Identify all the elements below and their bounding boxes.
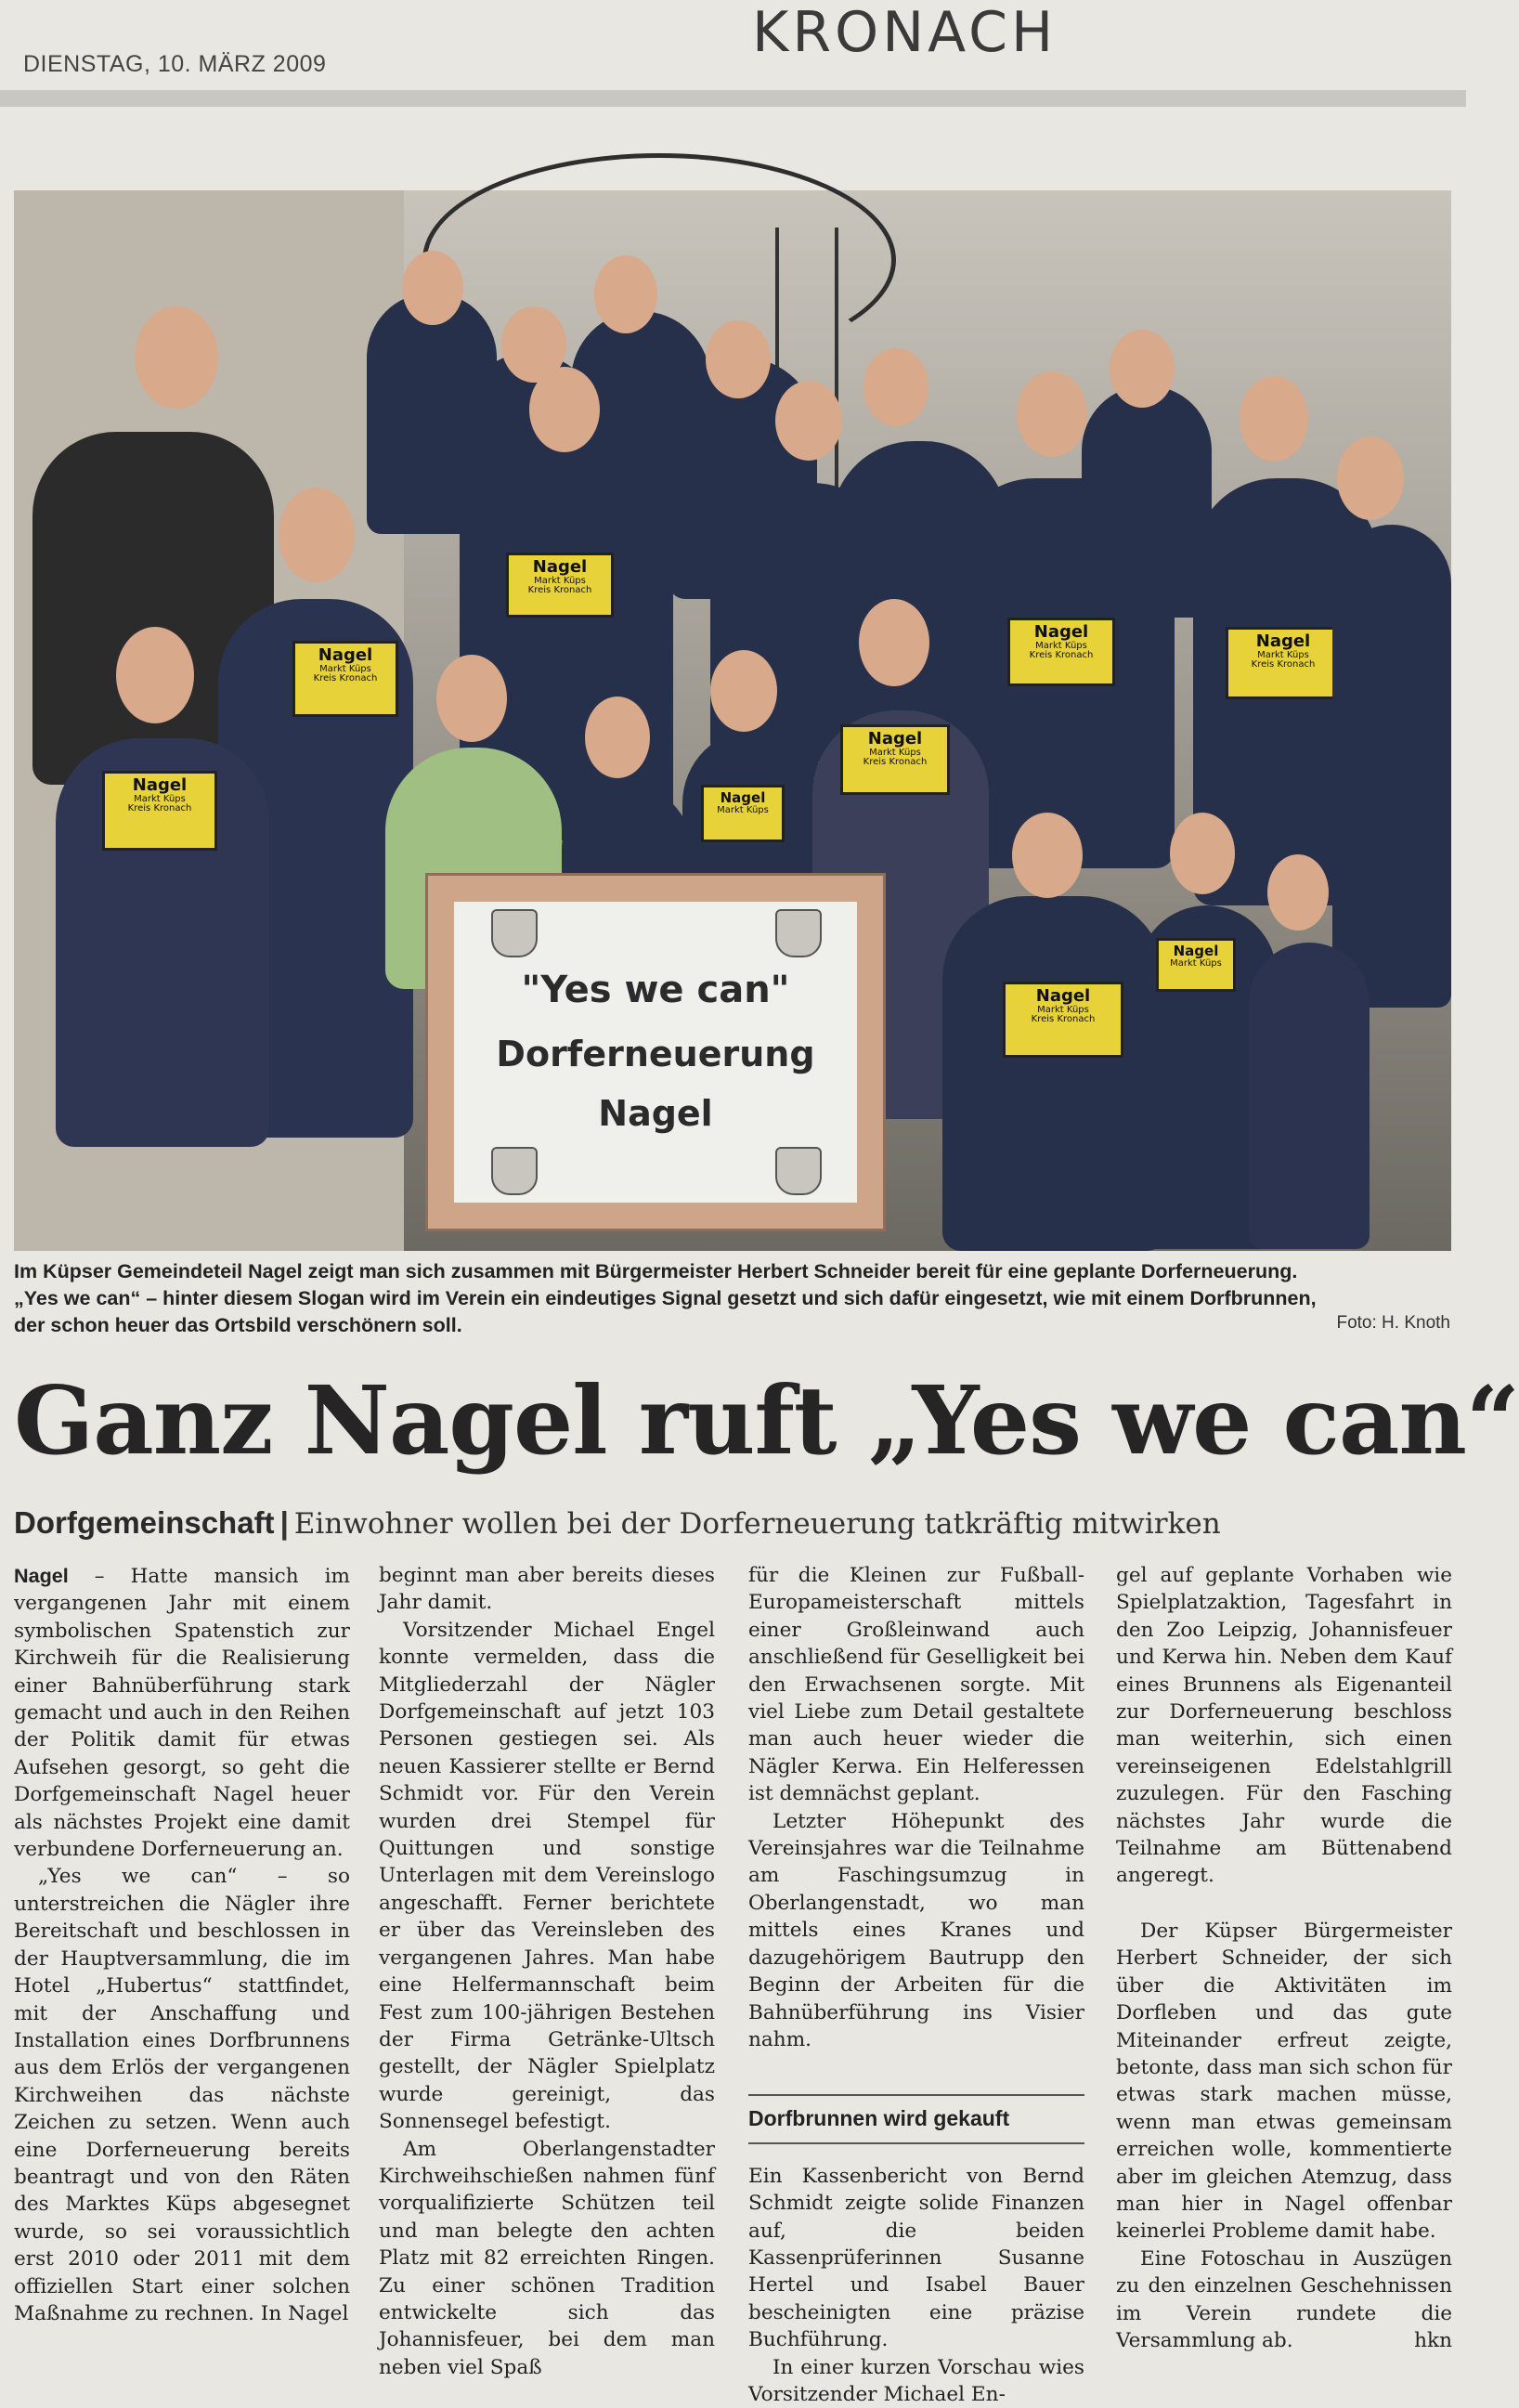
- shirt-logo: Nagel Markt Küps Kreis Kronach: [840, 724, 950, 795]
- article-subhead: [14, 1504, 1453, 1541]
- crest-icon: [491, 1147, 538, 1195]
- dateline: Nagel: [14, 1564, 69, 1587]
- shirt-logo: Nagel Markt Küps Kreis Kronach: [1003, 982, 1123, 1058]
- article-paragraph: [14, 1562, 350, 1863]
- photo-person: [942, 896, 1165, 1251]
- article-paragraph: Ein Kassenbericht von Bernd Schmidt zeigte solide Finanzen auf, die beiden Kassenprüferinnen Susanne Hertel und Isabel Bauer bescheinigten eine präzise Buchführung.: [748, 2164, 1084, 2352]
- photo-face: [863, 348, 928, 426]
- masthead: [0, 0, 1466, 93]
- sign-slogan: "Yes we can": [521, 969, 790, 1011]
- article-paragraph: „Yes we can“ – so unterstreichen die Nägler ihre Bereitschaft und beschlossen in der Hauptversammlung, die im Hotel „Hubertus“ stattfindet, mit der Anschaffung und Installation eines Dorfbrunnens aus dem Erlös der vergangenen Kirchweihen das nächste Zeichen zu setzen. Wenn auch eine Dorferneuerung bereits beantragt und von den Räten des Marktes Küps abgesegnet wurde, so sei voraussichtlich erst 2010 oder 2011 mit dem offiziellen Start einer solchen Maßnahme zu rechnen. In Nagel: [14, 1865, 350, 2325]
- photo-face: [402, 251, 463, 325]
- group-photo: [14, 190, 1451, 1251]
- article-paragraph: In einer kurzen Vorschau wies Vorsitzender Michael En-: [748, 2355, 1084, 2406]
- author-signature: hkn: [1414, 2329, 1452, 2353]
- photo-face: [1012, 813, 1083, 898]
- photo-face: [1240, 376, 1308, 462]
- shirt-logo: Nagel Markt Küps: [1156, 938, 1236, 992]
- masthead-rule: [0, 90, 1466, 107]
- photo-person: [1249, 943, 1370, 1249]
- sign-project: Dorferneuerung: [496, 1034, 815, 1074]
- article-deck: Einwohner wollen bei der Dorferneuerung tatkräftig mitwirken: [293, 1507, 1221, 1541]
- article-kicker: Dorfgemeinschaft: [14, 1505, 275, 1540]
- photo-person: [1332, 525, 1451, 1008]
- caption-line: Im Küpser Gemeindeteil Nagel zeigt man sich zusammen mit Bürgermeister Herbert Schneider bereit für eine geplante Dorferneuerung.: [14, 1260, 1298, 1282]
- photo-caption: [14, 1258, 1451, 1339]
- photo-face: [706, 320, 771, 398]
- photo-face: [135, 306, 218, 409]
- photo-face: [594, 255, 657, 333]
- paragraph-text: – Hatte mansich im vergangenen Jahr mit einem symbolischen Spatenstich zur Kirchweih für die Realisierung einer Bahnüberführung stark gemacht und auch in den Reihen der Politik damit für etwas Aufsehen gesorgt, so geht die Dorfgemeinschaft Nagel heuer als nächstes Projekt eine damit verbundene Dorferneuerung an.: [14, 1565, 350, 1862]
- photo-face: [1017, 371, 1087, 457]
- photo-face: [1337, 436, 1404, 520]
- crest-icon: [775, 1147, 822, 1195]
- article-column-4: [1116, 1562, 1452, 2361]
- article-paragraph: gel auf geplante Vorhaben wie Spielplatzaktion, Tagesfahrt in den Zoo Leipzig, Johannisfeuer und Kerwa hin. Neben dem Kauf eines Brunnens als Eigenanteil zur Dorferneuerung beschloss man weiterhin, sich einen vereinseigenen Edelstahlgrill zuzulegen. Für den Fasching nächstes Jahr wurde die Teilnahme am Büttenabend angeregt.: [1116, 1564, 1452, 1888]
- photo-face: [1110, 330, 1175, 408]
- photo-face: [775, 381, 842, 461]
- article-paragraph: Am Oberlangenstadter Kirchweihschießen nahmen fünf vorqualifizierte Schützen teil und man belegte den achten Platz mit 82 erreichten Ringen. Zu einer schönen Tradition entwickelte sich das Johannisfeuer, bei dem man neben viel Spaß: [379, 2137, 715, 2379]
- article-column-3: [748, 1562, 1084, 2406]
- photo-face: [116, 627, 194, 723]
- crest-icon: [491, 909, 538, 957]
- article-paragraph: Eine Fotoschau in Auszügen zu den einzelnen Geschehnissen im Verein rundete die Versammlung ab.: [1116, 2246, 1452, 2352]
- article-paragraph: Der Küpser Bürgermeister Herbert Schneider, der sich über die Aktivitäten im Dorfleben und das gute Miteinander erfreut zeigte, betonte, dass man sich schon für etwas stark machen müsse, wenn man etwas gemeinsam erreichen wolle, kommentierte aber im gleichen Atemzug, dass man hier in Nagel offenbar keinerlei Probleme damit habe.: [1116, 1919, 1452, 2244]
- shirt-logo: Nagel Markt Küps Kreis Kronach: [292, 641, 398, 717]
- shirt-logo: Nagel Markt Küps Kreis Kronach: [1226, 627, 1341, 699]
- photo-face: [436, 655, 507, 742]
- article-headline: Ganz Nagel ruft „Yes we can“: [14, 1365, 1519, 1476]
- shirt-logo: Nagel Markt Küps: [701, 785, 785, 842]
- article-paragraph: Letzter Höhepunkt des Vereinsjahres war die Teilnahme am Faschingsumzug in Oberlangenstadt, wo man mittels eines Kranes und dazugehörigem Bautrupp den Beginn der Arbeiten für die Bahnüberführung ins Visier nahm.: [748, 1809, 1084, 2051]
- issue-date: DIENSTAG, 10. MÄRZ 2009: [23, 51, 327, 77]
- crest-icon: [775, 909, 822, 957]
- photo-face: [859, 599, 929, 686]
- shirt-logo: Nagel Markt Küps Kreis Kronach: [1007, 618, 1115, 686]
- caption-line: „Yes we can“ – hinter diesem Slogan wird im Verein ein eindeutiges Signal gesetzt und sich dafür eingesetzt, wie mit einem Dorfbrunnen,: [14, 1287, 1317, 1309]
- shirt-logo: Nagel Markt Küps Kreis Kronach: [506, 553, 614, 618]
- shirt-logo: Nagel Markt Küps Kreis Kronach: [102, 771, 217, 851]
- photo-face: [1267, 854, 1329, 931]
- sign-village: Nagel: [598, 1093, 713, 1134]
- article-paragraph: Vorsitzender Michael Engel konnte vermelden, dass die Mitgliederzahl der Nägler Dorfgemeinschaft auf jetzt 103 Personen gestiegen sei. Als neuen Kassierer stellte er Bernd Schmidt vor. Für den Verein wurden drei Stempel für Quittungen und sonstige Unterlagen mit dem Vereinslogo angeschafft. Ferner berichtete er über das Vereinsleben des vergangenen Jahres. Man habe eine Helfermannschaft beim Fest zum 100-jährigen Bestehen der Firma Getränke-Ultsch gestellt, der Nägler Spielplatz wurde gereinigt, das Sonnensegel befestigt.: [379, 1618, 715, 2134]
- caption-line: der schon heuer das Ortsbild verschönern soll.: [14, 1314, 462, 1336]
- photo-face: [1170, 813, 1235, 894]
- article-paragraph: beginnt man aber bereits dieses Jahr damit.: [379, 1564, 715, 1615]
- article-column-2: [379, 1562, 715, 2379]
- photo-face: [529, 367, 600, 452]
- photo-face: [585, 696, 650, 778]
- sign-board: [454, 902, 857, 1203]
- article-paragraph: für die Kleinen zur Fußball-Europameisterschaft mittels einer Großleinwand auch anschließend für Geselligkeit bei den Erwachsenen sorgte. Mit viel Liebe zum Detail gestaltete man auch heuer wieder die Nägler Kerwa. Ein Helferessen ist demnächst geplant.: [748, 1564, 1084, 1806]
- article-interhead: Dorfbrunnen wird gekauft: [748, 2094, 1084, 2143]
- photo-face: [279, 488, 355, 582]
- photo-credit: Foto: H. Knoth: [1336, 1313, 1450, 1333]
- yes-we-can-sign: [425, 873, 886, 1231]
- article-column-1: [14, 1562, 350, 2361]
- kicker-separator: |: [279, 1505, 289, 1540]
- photo-face: [710, 650, 777, 732]
- section-title: KRONACH: [752, 0, 1058, 65]
